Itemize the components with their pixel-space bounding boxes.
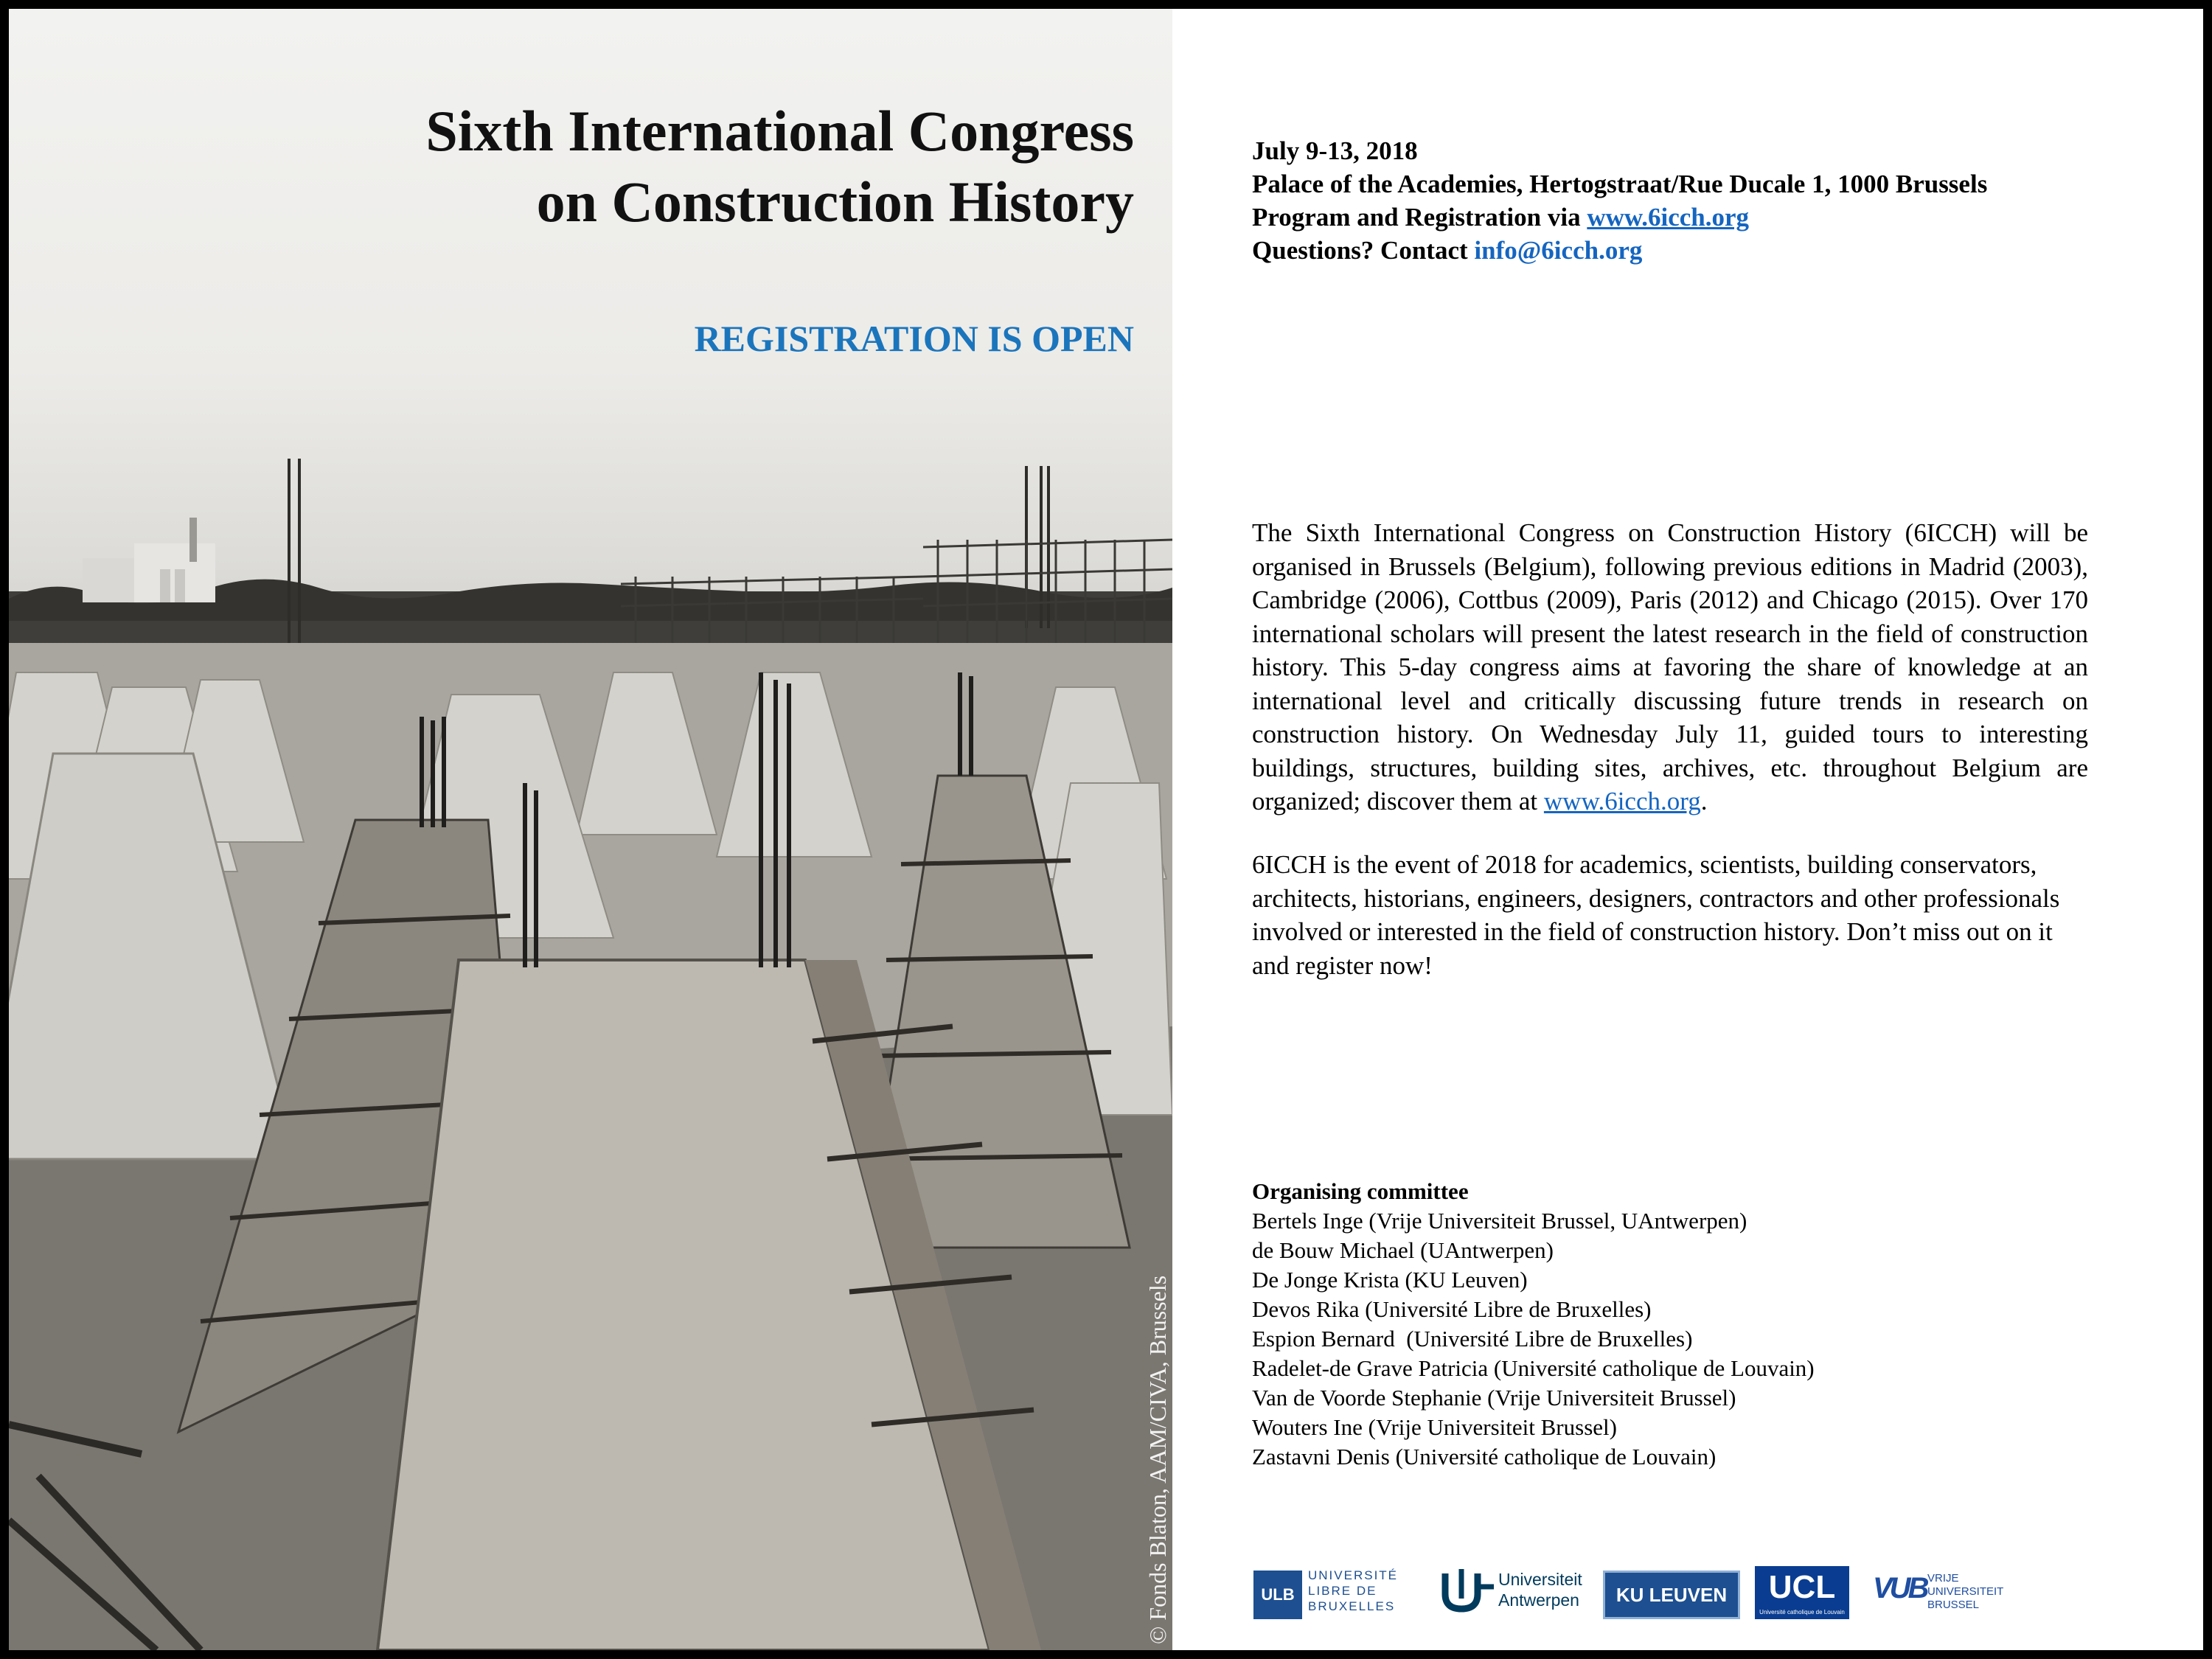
description-link[interactable]: www.6icch.org — [1543, 787, 1701, 815]
description-text: The Sixth International Congress on Construction History (6ICCH) will be organised in Brussels (Belgium), following previous editions in Madrid (2003), Cambridge (2006), Cottbus (2009), Paris (2012) and Chicago (2015). Over 170 international scholars will present the latest research in the field of construction history. This 5-day congress aims at favoring the share of knowledge at an international level and critically discussing future trends in research on construction history. On Wednesday July 11, guided tours to interesting buildings, structures, building sites, archives, etc. throughout Belgium are organized; discover them at — [1252, 518, 2088, 815]
photo-credit: © Fonds Blaton, AAM/CIVA, Brussels — [1144, 1275, 1171, 1644]
title-line-1: Sixth International Congress — [425, 99, 1134, 163]
committee-member: De Jonge Krista (KU Leuven) — [1252, 1267, 1528, 1293]
poster-page — [9, 9, 2203, 1650]
ulb-mark: ULB — [1253, 1571, 1302, 1619]
event-venue: Palace of the Academies, Hertogstraat/Rue Ducale 1, 1000 Brussels — [1252, 170, 1988, 198]
vub-mark: VUB — [1873, 1572, 1927, 1604]
committee-list — [1252, 1206, 2137, 1472]
audience-paragraph: 6ICCH is the event of 2018 for academics, scientists, building conservators, architects, historians, engineers, designers, contractors and other professionals involved or interested in the field of construction history. Don’t miss out on it and register now! — [1252, 850, 2060, 980]
ucl-subtitle: Université catholique de Louvain — [1759, 1609, 1845, 1615]
construction-photo — [9, 9, 1172, 1650]
ucl-mark: UCL — [1768, 1569, 1836, 1605]
contact-email-link[interactable]: info@6icch.org — [1474, 236, 1643, 265]
committee-member: Radelet-de Grave Patricia (Université catholique de Louvain) — [1252, 1355, 1815, 1381]
questions-line — [1252, 234, 2181, 267]
program-line — [1252, 201, 2181, 234]
committee-member: Zastavni Denis (Université catholique de Louvain) — [1252, 1444, 1717, 1470]
event-dates: July 9-13, 2018 — [1252, 136, 1418, 165]
uantwerpen-mark-icon — [1439, 1569, 1495, 1616]
ucl-logo — [1755, 1566, 1849, 1619]
committee-member: de Bouw Michael (UAntwerpen) — [1252, 1237, 1554, 1263]
uantwerpen-name: Universiteit Antwerpen — [1498, 1570, 1582, 1610]
committee-member: Van de Voorde Stephanie (Vrije Universiteit Brussel) — [1252, 1385, 1736, 1411]
construction-site-illustration — [9, 9, 1172, 1650]
committee-member: Devos Rika (Université Libre de Bruxelles) — [1252, 1296, 1652, 1322]
ulb-name: UNIVERSITÉ LIBRE DE BRUXELLES — [1308, 1568, 1399, 1613]
committee-member: Wouters Ine (Vrije Universiteit Brussel) — [1252, 1414, 1617, 1440]
committee-member: Bertels Inge (Vrije Universiteit Brussel, UAntwerpen) — [1252, 1208, 1747, 1234]
committee-member: Espion Bernard (Université Libre de Bruxelles) — [1252, 1326, 1693, 1352]
vub-name: VRIJE UNIVERSITEIT BRUSSEL — [1927, 1572, 2004, 1611]
event-info — [1252, 134, 2181, 267]
organising-committee — [1252, 1177, 2137, 1472]
registration-banner: REGISTRATION IS OPEN — [694, 318, 1134, 359]
title-line-2: on Construction History — [536, 170, 1134, 234]
questions-prefix: Questions? Contact — [1252, 236, 1475, 265]
program-link[interactable]: www.6icch.org — [1587, 203, 1750, 232]
ku-leuven-logo: KU LEUVEN — [1603, 1571, 1740, 1619]
congress-title — [175, 96, 1134, 237]
committee-heading: Organising committee — [1252, 1178, 1469, 1204]
program-prefix: Program and Registration via — [1252, 203, 1587, 232]
description-paragraph — [1252, 516, 2088, 818]
description-end: . — [1700, 787, 1708, 815]
